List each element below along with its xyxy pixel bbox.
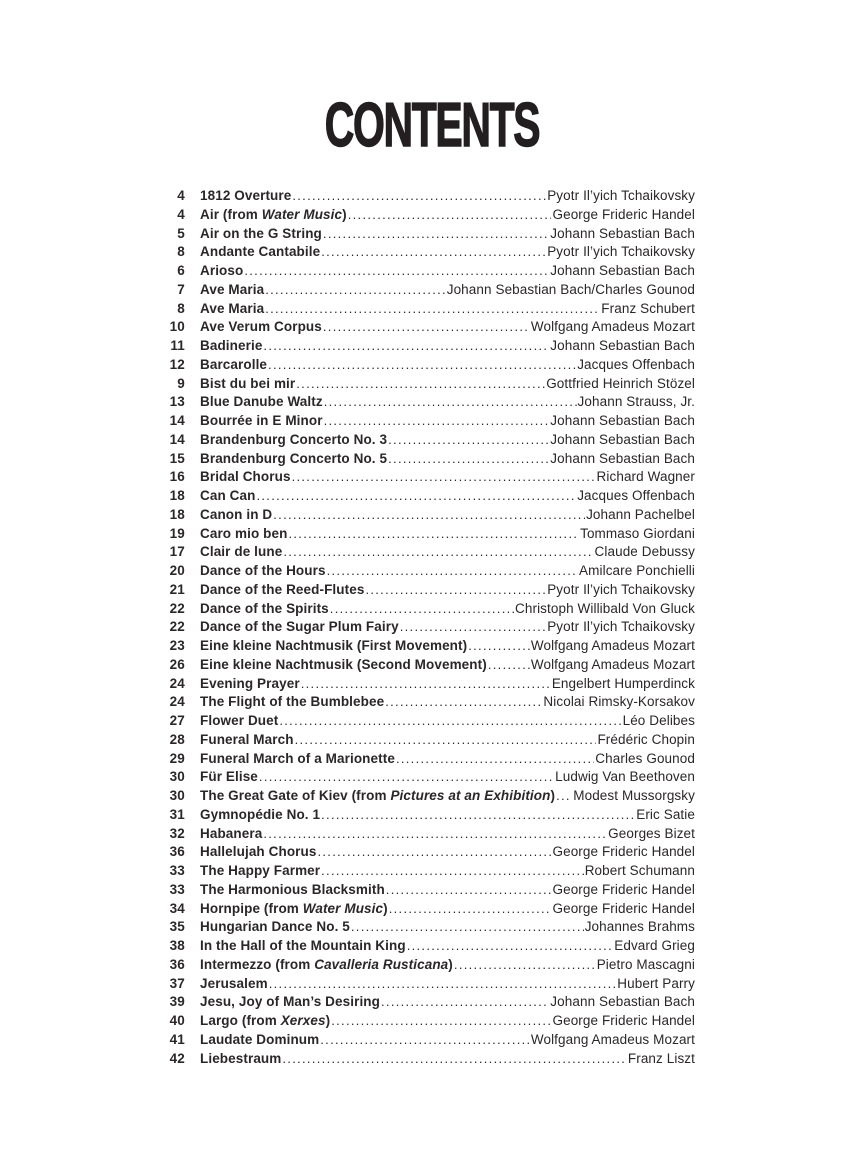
toc-page-number: 15 [169, 450, 185, 466]
toc-page-number: 4 [177, 188, 185, 203]
toc-title: Eine kleine Nachtmusik (First Movement) [200, 638, 468, 653]
toc-entry [162, 712, 695, 731]
toc-entry [162, 431, 695, 450]
toc-page-number: 5 [177, 225, 185, 241]
toc-page-number: 16 [169, 469, 185, 485]
toc-composer: Johann Sebastian Bach [550, 450, 695, 466]
toc-composer: Charles Gounod [595, 750, 695, 766]
toc-title: Dance of the Spirits [200, 600, 329, 616]
toc-page-number: 23 [169, 638, 185, 653]
toc-composer: Johann Sebastian Bach [550, 431, 695, 447]
toc-title: Funeral March [200, 731, 294, 747]
dot-leader [365, 581, 546, 600]
toc-composer: Claude Debussy [594, 544, 695, 560]
toc-page-number: 37 [169, 975, 185, 991]
toc-page-number: 24 [169, 675, 185, 691]
toc-composer: George Frideric Handel [552, 206, 695, 222]
dot-leader [386, 881, 552, 900]
dot-leader [321, 862, 584, 881]
toc-page-number: 40 [169, 1013, 185, 1028]
toc-title: Funeral March of a Marionette [200, 750, 395, 766]
toc-composer: Pyotr Il’yich Tchaikovsky [547, 188, 695, 203]
toc-entry [162, 1050, 695, 1069]
toc-entry [162, 506, 695, 525]
toc-composer: Wolfgang Amadeus Mozart [530, 1031, 695, 1047]
toc-title: Air on the G String [200, 225, 322, 241]
toc-composer: Jacques Offenbach [577, 488, 695, 503]
toc-title: Can Can [200, 488, 256, 503]
toc-entry [162, 862, 695, 881]
toc-title: Hallelujah Chorus [200, 844, 317, 860]
toc-page-number: 33 [169, 863, 185, 878]
toc-entry [162, 731, 695, 750]
dot-leader [320, 1031, 530, 1050]
toc-title: 1812 Overture [200, 188, 292, 203]
toc-title: The Happy Farmer [200, 863, 321, 878]
toc-title: Largo (from Xerxes) [200, 1013, 331, 1028]
toc-page-number: 27 [169, 713, 185, 728]
toc-entry [162, 918, 695, 937]
dot-leader [381, 993, 549, 1012]
toc-title: Ave Maria [200, 281, 265, 297]
toc-entry [162, 562, 695, 581]
toc-page-number: 20 [169, 563, 185, 578]
dot-leader [330, 600, 514, 619]
toc-composer: Johann Sebastian Bach [550, 263, 695, 278]
dot-leader [321, 243, 546, 262]
toc-page-number: 22 [169, 600, 185, 616]
toc-composer: George Frideric Handel [552, 1013, 695, 1028]
toc-title: Dance of the Sugar Plum Fairy [200, 619, 399, 635]
dot-leader [283, 543, 593, 562]
toc-entry [162, 843, 695, 862]
toc-title: Brandenburg Concerto No. 3 [200, 431, 388, 447]
toc-title: Andante Cantabile [200, 244, 321, 260]
toc-composer: Johannes Brahms [584, 919, 695, 935]
toc-page-number: 19 [169, 525, 185, 541]
dot-leader [327, 562, 578, 581]
toc-entry [162, 675, 695, 694]
toc-title: Bist du bei mir [200, 375, 296, 391]
toc-entry [162, 900, 695, 919]
dot-leader [468, 637, 530, 656]
dot-leader [400, 618, 547, 637]
toc-page-number: 42 [169, 1050, 185, 1066]
dot-leader [265, 300, 600, 319]
toc-page-number: 17 [169, 544, 185, 560]
dot-leader [265, 281, 446, 300]
dot-leader [268, 356, 576, 375]
toc-entry [162, 656, 695, 675]
toc-title: Jesu, Joy of Man’s Desiring [200, 994, 380, 1010]
toc-title: Evening Prayer [200, 675, 300, 691]
toc-page-number: 28 [169, 731, 185, 747]
toc-composer: Pietro Mascagni [596, 956, 695, 972]
toc-entry [162, 206, 695, 225]
toc-composer: Engelbert Humperdinck [551, 675, 695, 691]
toc-composer: Franz Liszt [627, 1050, 695, 1066]
dot-leader [388, 450, 549, 469]
toc-composer: Modest Mussorgsky [573, 788, 695, 803]
toc-page-number: 30 [169, 769, 185, 785]
dot-leader [324, 393, 577, 412]
toc-entry [162, 825, 695, 844]
toc-entry [162, 337, 695, 356]
dot-leader [317, 843, 551, 862]
toc-title: Habanera [200, 825, 263, 841]
toc-composer: Johann Sebastian Bach [550, 994, 695, 1010]
toc-page-number: 14 [169, 431, 185, 447]
toc-entry [162, 375, 695, 394]
page-title: CONTENTS [324, 91, 540, 160]
toc-entry [162, 693, 695, 712]
toc-entry [162, 525, 695, 544]
toc-page-number: 39 [169, 994, 185, 1010]
toc-page-number: 13 [169, 394, 185, 410]
toc-composer: George Frideric Handel [552, 844, 695, 860]
toc-entry [162, 225, 695, 244]
dot-leader [269, 975, 617, 994]
dot-leader [259, 768, 554, 787]
toc-entry [162, 806, 695, 825]
toc-composer: Pyotr Il’yich Tchaikovsky [547, 244, 695, 260]
toc-entry [162, 393, 695, 412]
toc-composer: Wolfgang Amadeus Mozart [530, 319, 695, 335]
toc-composer: Hubert Parry [617, 975, 695, 991]
toc-title: Arioso [200, 263, 244, 278]
toc-title: Brandenburg Concerto No. 5 [200, 450, 388, 466]
toc-entry [162, 637, 695, 656]
toc-entry [162, 581, 695, 600]
toc-entry [162, 600, 695, 619]
toc-title: Hungarian Dance No. 5 [200, 919, 350, 935]
toc-entry [162, 1012, 695, 1031]
toc-composer: George Frideric Handel [552, 881, 695, 897]
toc-composer: Wolfgang Amadeus Mozart [530, 656, 695, 672]
dot-leader [323, 318, 530, 337]
toc-entry [162, 468, 695, 487]
toc-page-number: 30 [169, 788, 185, 803]
toc-entry [162, 618, 695, 637]
toc-entry [162, 956, 695, 975]
toc-entry [162, 787, 695, 806]
dot-leader [388, 431, 549, 450]
dot-leader [301, 675, 551, 694]
toc-page-number: 36 [169, 844, 185, 860]
dot-leader [488, 656, 530, 675]
toc-entry [162, 750, 695, 769]
dot-leader [279, 712, 621, 731]
dot-leader [324, 412, 550, 431]
toc-title: Ave Verum Corpus [200, 319, 322, 335]
toc-page-number: 38 [169, 938, 185, 953]
toc-entry [162, 543, 695, 562]
dot-leader [263, 825, 607, 844]
toc-composer: Johann Strauss, Jr. [577, 394, 695, 410]
toc-page-number: 34 [169, 900, 185, 916]
toc-composer: Pyotr Il’yich Tchaikovsky [547, 619, 695, 635]
dot-leader [321, 806, 635, 825]
toc-composer: Johann Sebastian Bach [550, 413, 695, 428]
toc-page-number: 10 [169, 319, 185, 335]
toc-composer: Wolfgang Amadeus Mozart [530, 638, 695, 653]
toc-title: Ave Maria [200, 300, 265, 316]
toc-title: Liebestraum [200, 1050, 282, 1066]
toc-composer: Christoph Willibald Von Gluck [515, 600, 695, 616]
toc-entry [162, 1031, 695, 1050]
toc-page-number: 18 [169, 488, 185, 503]
toc-composer: Pyotr Il’yich Tchaikovsky [547, 581, 695, 597]
toc-entry [162, 262, 695, 281]
toc-title: Für Elise [200, 769, 258, 785]
dot-leader [389, 900, 552, 919]
toc-page-number: 24 [169, 694, 185, 710]
toc-entry [162, 243, 695, 262]
toc-entry [162, 412, 695, 431]
toc-composer: Robert Schumann [584, 863, 695, 878]
dot-leader [292, 187, 546, 206]
toc-title: Flower Duet [200, 713, 279, 728]
toc-composer: Eric Satie [636, 806, 695, 822]
toc-page-number: 21 [169, 581, 185, 597]
toc-title: Eine kleine Nachtmusik (Second Movement) [200, 656, 487, 672]
toc-page-number: 4 [177, 206, 185, 222]
dot-leader [556, 787, 572, 806]
toc-composer: Johann Sebastian Bach [550, 338, 695, 353]
toc-page-number: 7 [177, 281, 185, 297]
toc-list [162, 187, 695, 1068]
toc-page-number: 35 [169, 919, 185, 935]
dot-leader [331, 1012, 551, 1031]
dot-leader [323, 225, 549, 244]
dot-leader [288, 525, 579, 544]
toc-entry [162, 768, 695, 787]
toc-entry [162, 300, 695, 319]
dot-leader [385, 693, 542, 712]
toc-title: Badinerie [200, 338, 263, 353]
toc-title: The Harmonious Blacksmith [200, 881, 385, 897]
toc-entry [162, 318, 695, 337]
toc-entry [162, 450, 695, 469]
toc-composer: Richard Wagner [596, 469, 695, 485]
toc-composer: Franz Schubert [601, 300, 695, 316]
toc-entry [162, 993, 695, 1012]
toc-title: Bourrée in E Minor [200, 413, 323, 428]
toc-title: Bridal Chorus [200, 469, 291, 485]
toc-page-number: 8 [177, 300, 185, 316]
toc-composer: Léo Delibes [622, 713, 695, 728]
toc-composer: Amilcare Ponchielli [579, 563, 695, 578]
toc-page-number: 26 [169, 656, 185, 672]
toc-title: Hornpipe (from Water Music) [200, 900, 388, 916]
dot-leader [296, 375, 545, 394]
dot-leader [407, 937, 614, 956]
dot-leader [454, 956, 596, 975]
toc-title: Dance of the Reed-Flutes [200, 581, 365, 597]
toc-page-number: 8 [177, 244, 185, 260]
toc-title: Dance of the Hours [200, 563, 326, 578]
dot-leader [348, 206, 552, 225]
toc-page-number: 12 [169, 356, 185, 372]
toc-composer: Gottfried Heinrich Stözel [546, 375, 695, 391]
toc-composer: Ludwig Van Beethoven [555, 769, 695, 785]
toc-page-number: 32 [169, 825, 185, 841]
toc-title: Jerusalem [200, 975, 268, 991]
toc-entry [162, 356, 695, 375]
dot-leader [292, 468, 596, 487]
toc-composer: Nicolai Rimsky-Korsakov [543, 694, 695, 710]
toc-composer: Frédéric Chopin [597, 731, 695, 747]
toc-composer: Johann Sebastian Bach/Charles Gounod [446, 281, 695, 297]
dot-leader [273, 506, 585, 525]
toc-entry [162, 975, 695, 994]
toc-entry [162, 281, 695, 300]
toc-title: Gymnopédie No. 1 [200, 806, 321, 822]
toc-page-number: 31 [169, 806, 185, 822]
dot-leader [396, 750, 594, 769]
toc-title: The Great Gate of Kiev (from Pictures at an Exhibition) [200, 788, 556, 803]
dot-leader [256, 487, 576, 506]
toc-page-number: 11 [170, 338, 185, 353]
toc-page-number: 6 [177, 263, 185, 278]
toc-page-number: 33 [169, 881, 185, 897]
toc-entry [162, 881, 695, 900]
toc-composer: Jacques Offenbach [577, 356, 695, 372]
toc-composer: George Frideric Handel [552, 900, 695, 916]
toc-composer: Johann Sebastian Bach [550, 225, 695, 241]
toc-title: The Flight of the Bumblebee [200, 694, 385, 710]
toc-page-number: 29 [169, 750, 185, 766]
toc-composer: Tommaso Giordani [580, 525, 695, 541]
dot-leader [244, 262, 549, 281]
toc-title: Air (from Water Music) [200, 206, 347, 222]
toc-title: In the Hall of the Mountain King [200, 938, 406, 953]
dot-leader [263, 337, 549, 356]
toc-composer: Georges Bizet [608, 825, 695, 841]
toc-title: Caro mio ben [200, 525, 288, 541]
toc-page-number: 22 [169, 619, 185, 635]
toc-entry [162, 187, 695, 206]
dot-leader [282, 1050, 627, 1069]
toc-page-number: 41 [169, 1031, 185, 1047]
toc-entry [162, 937, 695, 956]
toc-page-number: 9 [177, 375, 185, 391]
toc-title: Laudate Dominum [200, 1031, 320, 1047]
toc-title: Barcarolle [200, 356, 268, 372]
toc-title: Clair de lune [200, 544, 283, 560]
toc-entry [162, 487, 695, 506]
dot-leader [351, 918, 584, 937]
toc-composer: Johann Pachelbel [586, 506, 695, 522]
toc-title: Blue Danube Waltz [200, 394, 323, 410]
dot-leader [295, 731, 597, 750]
toc-page-number: 18 [169, 506, 185, 522]
toc-title: Canon in D [200, 506, 273, 522]
toc-title: Intermezzo (from Cavalleria Rusticana) [200, 956, 453, 972]
toc-page-number: 36 [169, 956, 185, 972]
toc-composer: Edvard Grieg [614, 938, 695, 953]
toc-page-number: 14 [169, 413, 185, 428]
